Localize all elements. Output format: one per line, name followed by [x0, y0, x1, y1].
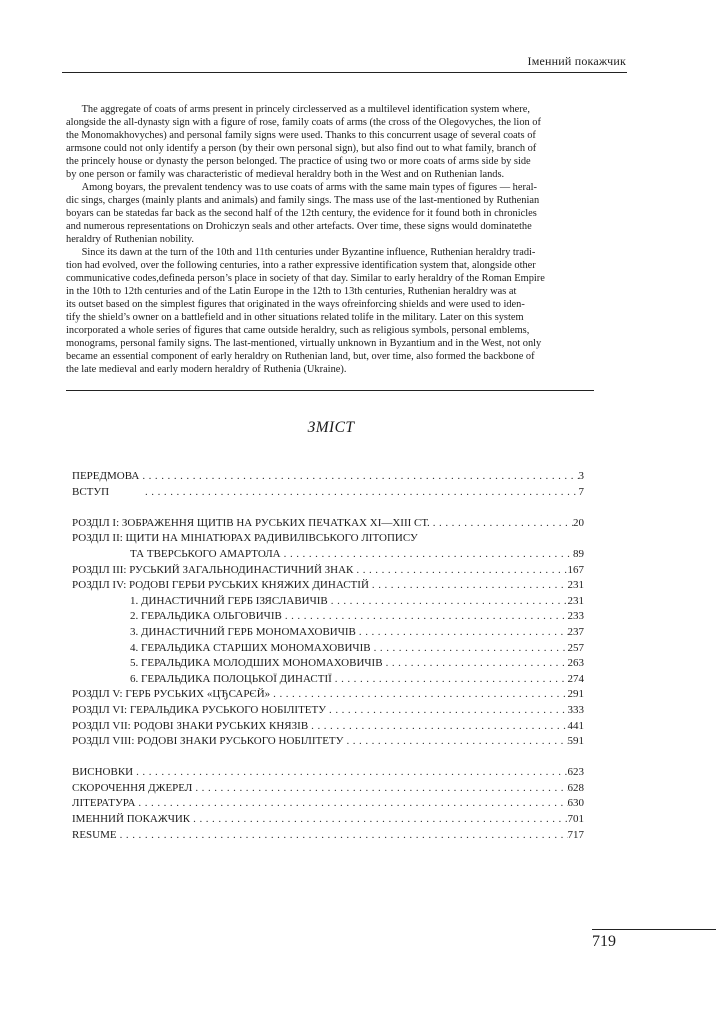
toc-entry-page: 701 — [567, 813, 584, 826]
toc-entry-page: 441 — [567, 719, 584, 732]
toc-leader-dots — [192, 781, 567, 797]
toc-entry-page: 333 — [567, 703, 584, 716]
toc-entry-title: 1. ДИНАСТИЧНИЙ ГЕРБ ІЗЯСЛАВИЧІВ — [130, 594, 328, 607]
toc-entry-title: 3. ДИНАСТИЧНИЙ ГЕРБ МОНОМАХОВИЧІВ — [130, 625, 356, 638]
toc-entry-page: 231 — [567, 579, 584, 592]
summary-line: the Monomakhovyches) and personal family signs were used. Thanks to this concurrent usage of several coats of — [66, 130, 536, 141]
toc-leader-dots — [139, 469, 578, 485]
toc-entry-title: РОЗДІЛ IV: РОДОВІ ГЕРБИ РУСЬКИХ КНЯЖИХ ДИНАСТІЙ — [72, 579, 369, 592]
toc-entry-title: 2. ГЕРАЛЬДИКА ОЛЬГОВИЧІВ — [130, 610, 282, 623]
toc-leader-dots — [281, 547, 573, 563]
section-divider — [66, 390, 594, 391]
summary-line: dic sings, charges (mainly plants and animals) and family sings. The mass use of the last-mentioned by Ruthenian — [66, 195, 540, 206]
toc-entry[interactable] — [72, 781, 584, 797]
toc-leader-dots — [326, 703, 567, 719]
footer-rule — [592, 929, 716, 930]
toc-entry[interactable] — [72, 796, 584, 812]
summary-line: its outset based on the simplest figures that originated in the ways ofreinforcing shields and were used to iden- — [66, 299, 525, 310]
page-number: 719 — [592, 933, 616, 950]
toc-leader-dots — [117, 828, 568, 844]
english-summary — [66, 103, 594, 376]
toc-entry-page: 263 — [567, 657, 584, 670]
toc-subentry[interactable] — [72, 609, 584, 625]
table-of-contents — [72, 469, 584, 843]
toc-leader-dots — [135, 796, 567, 812]
summary-line: tify the shield’s owner on a battlefield and in other situations related tolife in the military. Later on this system — [66, 312, 524, 323]
toc-entry-title: RESUME — [72, 828, 117, 841]
toc-subentry[interactable] — [72, 641, 584, 657]
toc-entry-page: 233 — [567, 610, 584, 623]
toc-entry-title: ІМЕННИЙ ПОКАЖЧИК — [72, 813, 191, 826]
toc-entry-page: 89 — [573, 547, 584, 560]
summary-line: and numerous representations on Drohiczyn seals and other artefacts. Over time, these signs would dominatethe — [66, 221, 532, 232]
toc-leader-dots — [369, 578, 568, 594]
summary-line: heraldry of Ruthenian nobility. — [66, 234, 195, 245]
toc-entry-title: ВИСНОВКИ — [72, 766, 134, 779]
toc-entry-title: ЛІТЕРАТУРА — [72, 797, 136, 810]
toc-entry-title: ПЕРЕДМОВА — [72, 470, 140, 482]
toc-entry[interactable] — [72, 734, 584, 750]
toc-entry[interactable] — [72, 531, 584, 547]
summary-line: tion had evolved, over the following centuries, into a rather expressive identification system that, alongside other — [66, 260, 536, 271]
toc-entry-page: 231 — [567, 594, 584, 607]
toc-entry[interactable] — [72, 687, 584, 703]
toc-entry-page: 623 — [567, 766, 584, 779]
toc-leader-dots — [282, 609, 568, 625]
toc-entry[interactable] — [72, 469, 584, 485]
toc-entry[interactable] — [72, 719, 584, 735]
toc-subentry[interactable] — [72, 672, 584, 688]
summary-line: became an essential component of early heraldry on Ruthenian land, but, over time, also formed the backbone of — [66, 351, 535, 362]
toc-entry-page: 237 — [567, 625, 584, 638]
toc-entry-title: РОЗДІЛ VIII: РОДОВІ ЗНАКИ РУСЬКОГО НОБІЛІТЕТУ — [72, 735, 344, 748]
toc-leader-dots — [270, 687, 567, 703]
toc-leader-dots — [353, 563, 567, 579]
summary-line: armsone could not only identify a person (by their own personal sign), but also find out to what family, branch of — [66, 143, 537, 154]
summary-line: incorporated a whole series of figures that came outside heraldry, such as religious symbols, personal emblems, — [66, 325, 530, 336]
summary-line: Since its dawn at the turn of the 10th and 11th centuries under Byzantine influence, Ruthenian heraldry tradi- — [66, 247, 536, 258]
toc-entry-title: РОЗДІЛ ІІ: ЩИТИ НА МІНІАТЮРАХ РАДИВИЛІВСЬКОГО ЛІТОПИСУ — [72, 532, 418, 545]
toc-entry[interactable] — [72, 812, 584, 828]
toc-leader-dots — [142, 485, 579, 501]
toc-entry[interactable] — [72, 578, 584, 594]
running-header: Іменний покажчик — [527, 54, 626, 68]
toc-entry-title: ТА ТВЕРСЬКОГО АМАРТОЛА — [130, 547, 281, 560]
summary-line: by one person or family was characteristic of medieval heraldry both in the West and on Ruthenian lands. — [66, 169, 505, 180]
summary-line: alongside the all-dynasty sign with a figure of rose, family coats of arms (the cross of the Olegovyches, the lion of — [66, 117, 541, 128]
toc-entry-title: 6. ГЕРАЛЬДИКА ПОЛОЦЬКОЇ ДИНАСТІЇ — [130, 672, 332, 685]
summary-line: The aggregate of coats of arms present in princely circlesserved as a multilevel identification system where, — [66, 104, 530, 115]
toc-entry-page: 628 — [567, 781, 584, 794]
summary-line: the late medieval and early modern heraldry of Ruthenia (Ukraine). — [66, 364, 347, 375]
toc-entry-page: 167 — [567, 563, 584, 576]
toc-entry-title: РОЗДІЛ VII: РОДОВІ ЗНАКИ РУСЬКИХ КНЯЗІВ — [72, 719, 309, 732]
toc-entry-continuation[interactable] — [72, 547, 584, 563]
toc-subentry[interactable] — [72, 594, 584, 610]
toc-subentry[interactable] — [72, 625, 584, 641]
toc-entry-page: 257 — [567, 641, 584, 654]
toc-leader-dots — [190, 812, 567, 828]
toc-entry-title: РОЗДІЛ VI: ГЕРАЛЬДИКА РУСЬКОГО НОБІЛІТЕТУ — [72, 703, 327, 716]
toc-leader-dots — [328, 594, 568, 610]
toc-entry-title: РОЗДІЛ ІІІ: РУСЬКИЙ ЗАГАЛЬНОДИНАСТИЧНИЙ ЗНАК — [72, 563, 354, 576]
summary-line: communicative codes,defineda person’s place in society of that day. Similar to early heraldry of the Roman Empire — [66, 273, 545, 284]
summary-line: Among boyars, the prevalent tendency was to use coats of arms with the same main types of figures — heral- — [66, 182, 537, 193]
summary-line: in the 10th to 12th centuries and of the Latin Europe in the 12th to 13th centuries, Ruthenian heraldry was at — [66, 286, 517, 297]
summary-line: boyars can be statedas far back as the second half of the 12th century, the evidence for it found both in chronicles — [66, 208, 537, 219]
toc-entry-page: 591 — [567, 735, 584, 748]
toc-entry-title: 4. ГЕРАЛЬДИКА СТАРШИХ МОНОМАХОВИЧІВ — [130, 641, 371, 654]
toc-entry-page: 3 — [578, 470, 584, 482]
toc-entry-page: 291 — [567, 688, 584, 701]
toc-leader-dots — [430, 516, 573, 532]
toc-entry[interactable] — [72, 703, 584, 719]
summary-line: monograms, personal family signs. The last-mentioned, virtually unknown in Byzantium and in the West, not only — [66, 338, 542, 349]
toc-entry-title: СКОРОЧЕННЯ ДЖЕРЕЛ — [72, 781, 193, 794]
toc-entry[interactable] — [72, 828, 584, 844]
toc-entry-title: 5. ГЕРАЛЬДИКА МОЛОДШИХ МОНОМАХОВИЧІВ — [130, 657, 383, 670]
summary-line: the princely house or dynasty the person belonged. The practice of using two or more coats of arms side by side — [66, 156, 531, 167]
toc-leader-dots — [133, 765, 567, 781]
toc-leader-dots — [383, 656, 568, 672]
toc-subentry[interactable] — [72, 656, 584, 672]
toc-entry[interactable] — [72, 765, 584, 781]
toc-entry-page: 7 — [578, 485, 584, 498]
toc-entry-title: ВСТУП — [72, 485, 110, 498]
toc-leader-dots — [356, 625, 568, 641]
toc-leader-dots — [371, 641, 568, 657]
toc-entry-page: 717 — [567, 828, 584, 841]
toc-leader-dots — [308, 719, 567, 735]
toc-entry-title: РОЗДІЛ V: ГЕРБ РУСЬКИХ «ЦЂСАРЄЙ» — [72, 688, 271, 701]
toc-entry-title: РОЗДІЛ І: ЗОБРАЖЕННЯ ЩИТІВ НА РУСЬКИХ ПЕЧАТКАХ XI—XIII СТ. — [72, 516, 430, 529]
header-rule — [62, 72, 627, 73]
toc-entry[interactable] — [72, 485, 584, 501]
toc-entry[interactable] — [72, 516, 584, 532]
toc-leader-dots — [332, 672, 568, 688]
toc-entry-page: 274 — [567, 672, 584, 685]
toc-entry-page: 630 — [567, 797, 584, 810]
toc-entry-page: 20 — [573, 516, 584, 529]
toc-entry[interactable] — [72, 563, 584, 579]
toc-title: ЗМІСТ — [307, 419, 355, 436]
toc-leader-dots — [343, 734, 567, 750]
